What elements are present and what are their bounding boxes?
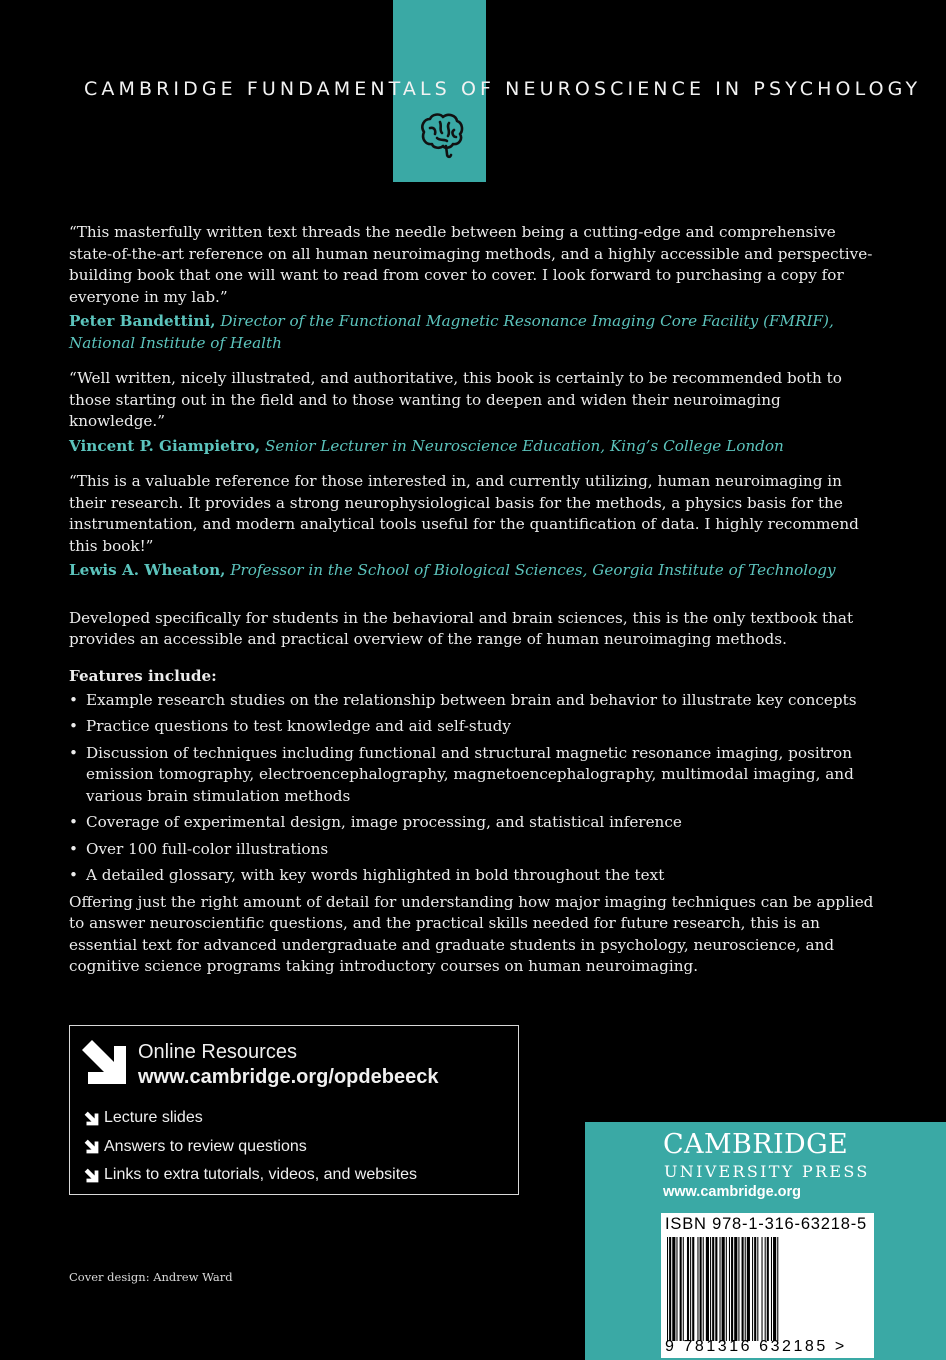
barcode-bar bbox=[726, 1237, 727, 1341]
barcode-bar bbox=[712, 1237, 714, 1341]
barcode-bar bbox=[765, 1237, 766, 1341]
feature-item: • A detailed glossary, with key words highlighted in bold throughout the text bbox=[69, 865, 879, 887]
barcode-bar bbox=[752, 1237, 753, 1341]
endorsement-quote: “Well written, nicely illustrated, and authoritative, this book is certainly to be recommended both to those starting out in the field and to those wanting to deepen and widen their neuroimaging knowledge.” bbox=[69, 369, 842, 430]
series-title: CAMBRIDGE FUNDAMENTALS OF NEUROSCIENCE IN PSYCHOLOGY bbox=[84, 78, 922, 100]
endorsement-attribution bbox=[69, 560, 879, 582]
resource-item-label: Links to extra tutorials, videos, and websites bbox=[104, 1166, 418, 1183]
arrow-down-right-icon bbox=[84, 1168, 99, 1183]
resource-item[interactable] bbox=[84, 1133, 417, 1162]
endorsement bbox=[69, 471, 879, 582]
barcode-bar bbox=[706, 1237, 709, 1341]
feature-item: • Over 100 full-color illustrations bbox=[69, 839, 879, 861]
endorser-name: Lewis A. Wheaton, bbox=[69, 561, 226, 579]
book-description: Developed specifically for students in the behavioral and brain sciences, this is the only textbook that provides an accessible and practical overview of the range of human neuroimaging methods. bbox=[69, 608, 854, 648]
barcode-bar bbox=[687, 1237, 689, 1341]
barcode-bar bbox=[777, 1237, 778, 1341]
endorsement bbox=[69, 368, 879, 457]
closing-paragraph: Offering just the right amount of detail for understanding how major imaging techniques can be applied to answer neuroscientific questions, and the practical skills needed for future research, this is an essential text for advanced undergraduate and graduate students in psychology, neuroscience, and cognitive science programs taking introductory courses on human neuroimaging. bbox=[69, 892, 874, 975]
barcode-bar bbox=[729, 1237, 730, 1341]
endorser-role: Professor in the School of Biological Sciences, Georgia Institute of Technology bbox=[230, 561, 836, 579]
barcode-bar bbox=[731, 1237, 733, 1341]
barcode-bar bbox=[676, 1237, 677, 1341]
feature-item: • Discussion of techniques including functional and structural magnetic resonance imaging, positron emission tomography, electroencephalography, magnetoencephalography, multimodal imaging, and various brain stimulation methods bbox=[69, 743, 879, 808]
barcode-digits: 9 781316 632185 > bbox=[665, 1338, 847, 1355]
barcode-bar bbox=[710, 1237, 711, 1341]
features-list bbox=[69, 690, 879, 887]
arrow-down-right-icon bbox=[84, 1139, 99, 1154]
barcode-bar bbox=[692, 1237, 694, 1341]
barcode-bar bbox=[747, 1237, 750, 1341]
isbn-barcode-box bbox=[661, 1213, 874, 1358]
brain-icon bbox=[418, 110, 464, 166]
features-heading: Features include: bbox=[69, 666, 217, 685]
barcode-bar bbox=[734, 1237, 737, 1341]
endorser-name: Vincent P. Giampietro, bbox=[69, 436, 261, 455]
barcode-bar bbox=[690, 1237, 691, 1341]
barcode-bar bbox=[738, 1237, 739, 1341]
barcode-bar bbox=[703, 1237, 704, 1341]
publisher-name: CAMBRIDGE bbox=[663, 1129, 849, 1160]
endorsement bbox=[69, 222, 879, 354]
endorser-role: Senior Lecturer in Neuroscience Education, King’s College London bbox=[265, 436, 784, 455]
barcode-bar bbox=[722, 1237, 725, 1341]
publisher-url[interactable]: www.cambridge.org bbox=[663, 1184, 802, 1200]
feature-item: • Practice questions to test knowledge and aid self-study bbox=[69, 716, 879, 738]
barcode-bar bbox=[742, 1237, 744, 1341]
barcode-bar bbox=[697, 1237, 698, 1341]
endorsement-quote: “This is a valuable reference for those interested in, and currently utilizing, human neuroimaging in their research. It provides a strong neurophysiological basis for the methods, a physics basis for the instrumentation, and modern analytical tools useful for the quantification of data. I highly recommend this book!” bbox=[69, 472, 859, 555]
online-resources-url[interactable]: www.cambridge.org/opdebeeck bbox=[138, 1066, 439, 1088]
barcode-bar bbox=[667, 1237, 668, 1341]
online-resources-box bbox=[69, 1025, 519, 1195]
online-resources-title: Online Resources bbox=[138, 1041, 297, 1063]
barcode bbox=[665, 1237, 867, 1341]
online-resources-list bbox=[84, 1104, 417, 1190]
publisher-subtitle: UNIVERSITY PRESS bbox=[664, 1162, 870, 1181]
barcode-bar bbox=[745, 1237, 746, 1341]
arrow-down-right-icon bbox=[84, 1111, 99, 1126]
endorser-role: Director of the Functional Magnetic Resonance Imaging Core Facility (FMRIF), National Institute of Health bbox=[69, 312, 834, 352]
barcode-bar bbox=[700, 1237, 702, 1341]
barcode-bar bbox=[767, 1237, 769, 1341]
barcode-bar bbox=[672, 1237, 675, 1341]
barcode-bar bbox=[715, 1237, 717, 1341]
resource-item-label: Lecture slides bbox=[104, 1109, 203, 1126]
back-cover-text bbox=[69, 222, 879, 978]
barcode-bar bbox=[773, 1237, 776, 1341]
arrow-down-right-icon bbox=[80, 1038, 128, 1086]
resource-item[interactable] bbox=[84, 1161, 417, 1190]
barcode-bar bbox=[680, 1237, 682, 1341]
cover-design-credit: Cover design: Andrew Ward bbox=[69, 1270, 233, 1284]
barcode-bar bbox=[771, 1237, 772, 1341]
barcode-bar bbox=[762, 1237, 763, 1341]
isbn-label: ISBN 978-1-316-63218-5 bbox=[665, 1215, 867, 1233]
resource-item-label: Answers to review questions bbox=[104, 1137, 307, 1155]
barcode-bar bbox=[683, 1237, 684, 1341]
endorsement-attribution bbox=[69, 436, 879, 458]
publisher-panel bbox=[585, 1122, 946, 1360]
feature-item: • Coverage of experimental design, image processing, and statistical inference bbox=[69, 812, 879, 834]
barcode-bar bbox=[754, 1237, 756, 1341]
endorsement-attribution bbox=[69, 311, 879, 354]
endorsement-quote: “This masterfully written text threads the needle between being a cutting-edge and comprehensive state-of-the-art reference on all human neuroimaging methods, and a highly accessible and perspective-building book that one will want to read from cover to cover. I look forward to purchasing a copy for everyone in my lab.” bbox=[69, 223, 873, 306]
barcode-bar bbox=[720, 1237, 721, 1341]
endorser-name: Peter Bandettini, bbox=[69, 312, 216, 330]
resource-item[interactable] bbox=[84, 1104, 417, 1133]
feature-item: • Example research studies on the relationship between brain and behavior to illustrate key concepts bbox=[69, 690, 879, 712]
barcode-bar bbox=[669, 1237, 671, 1341]
barcode-bar bbox=[757, 1237, 758, 1341]
